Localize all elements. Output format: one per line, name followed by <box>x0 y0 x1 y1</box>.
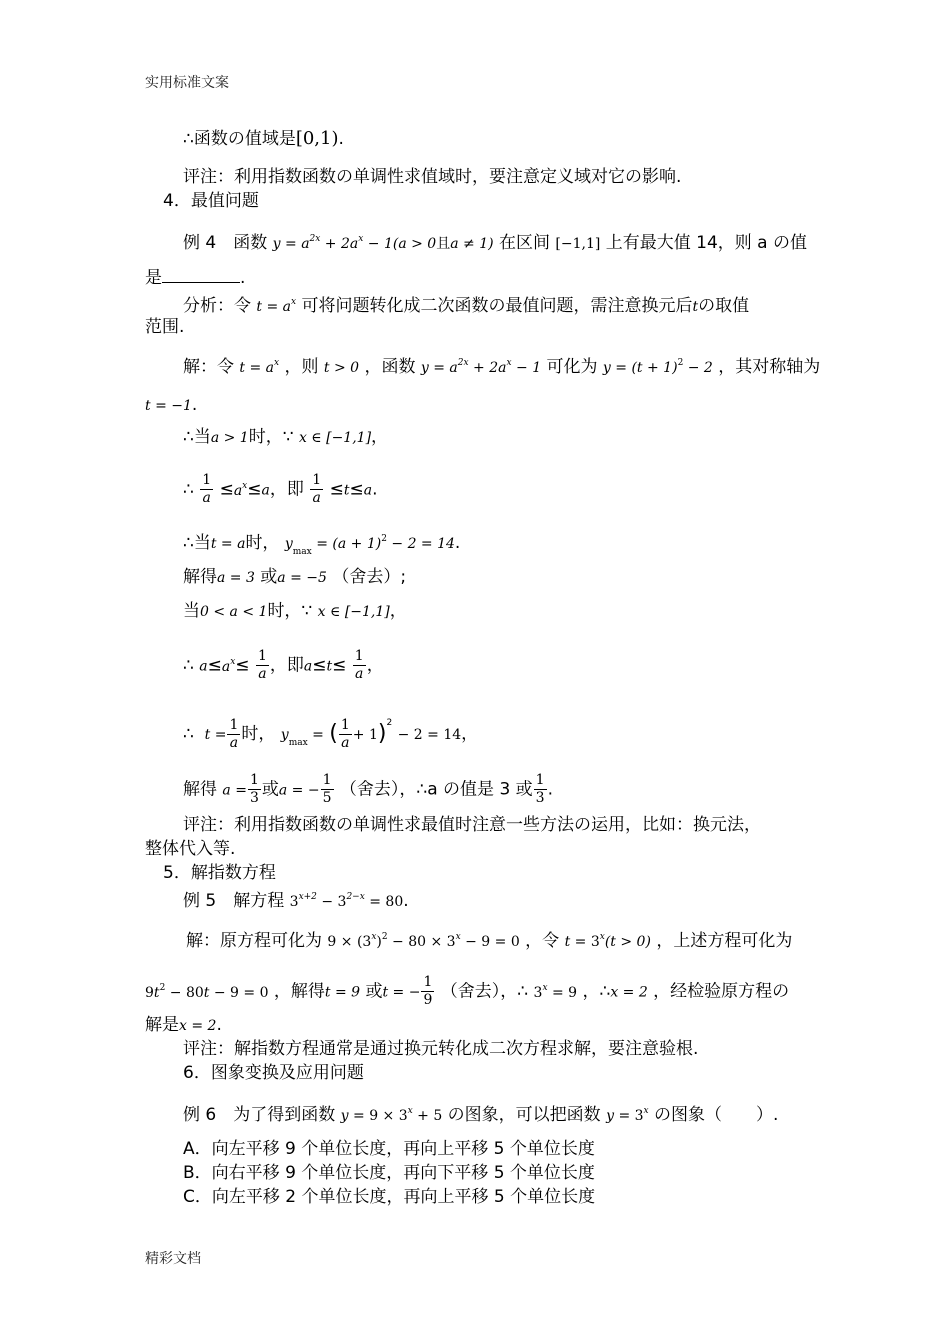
text: ≤ <box>219 479 234 500</box>
text: . <box>454 533 461 553</box>
numerator: 1 <box>354 648 364 664</box>
text: 或 <box>261 779 279 800</box>
text: ≤ <box>332 655 347 676</box>
text: ∴ <box>183 724 194 744</box>
answer-blank <box>162 266 240 283</box>
remark-line: 评注：利用指数函数の单调性求最值时注意一些方法の运用，比如：换元法， <box>183 815 761 835</box>
text: （舍去），∴a の值是 3 或 <box>339 779 533 800</box>
denominator: a <box>200 489 213 507</box>
text: 解得 <box>183 779 217 800</box>
math: $t = a^x$ <box>239 358 280 376</box>
solution-line <box>145 974 789 1009</box>
solution-line <box>183 472 378 507</box>
text: ，则 <box>284 357 319 377</box>
math: $y = 9 \times 3^x + 5$ <box>340 1106 443 1124</box>
text: 可化为 <box>546 357 598 377</box>
text: ，即 <box>269 655 304 676</box>
math-eq: = <box>285 236 297 252</box>
denominator: 3 <box>249 790 259 806</box>
text: . <box>216 1015 222 1035</box>
solution-line <box>183 712 478 754</box>
fraction <box>227 717 240 752</box>
solution-line <box>183 772 553 807</box>
text: 可将问题转化成二次函数の最值问题，需注意换元后 <box>301 296 693 316</box>
text-line <box>183 128 344 150</box>
section-heading: 4．最值问题 <box>163 191 259 211</box>
math: x = 2 <box>610 984 648 1001</box>
fraction <box>353 648 366 683</box>
math: $y = (t + 1)^2 - 2$ <box>602 358 713 376</box>
text: ∴函数の值域是 <box>183 129 296 149</box>
math: $3^{x+2} - 3^{2-x} = 80$ <box>289 892 404 910</box>
text: 在区间 <box>498 233 550 253</box>
math: $a^x$ <box>233 480 248 499</box>
denominator: a <box>353 665 366 683</box>
right-paren: ) <box>377 721 387 746</box>
math: t <box>343 482 350 499</box>
math: t > 0 <box>323 360 360 376</box>
analysis-line <box>183 291 749 318</box>
math: [−1,1] <box>555 236 601 252</box>
text: 解：原方程可化为 <box>186 931 322 951</box>
numerator: 1 <box>202 472 212 488</box>
section-heading: 6．图象变换及应用问题 <box>183 1063 364 1083</box>
text: 当 <box>183 601 200 621</box>
text: ≤ <box>312 655 327 676</box>
text: ≤ <box>235 655 250 676</box>
option-b: B．向右平移 9 个单位长度，再向下平移 5 个单位长度 <box>183 1163 595 1183</box>
solution-line <box>183 648 384 683</box>
section-heading: 5．解指数方程 <box>163 863 276 883</box>
text: 解得 <box>183 567 217 587</box>
math: a <box>303 658 313 675</box>
text: ≤ <box>247 479 262 500</box>
solution-line <box>183 426 388 449</box>
math: [0,1) <box>295 128 339 149</box>
example-line <box>183 228 807 255</box>
math: t = <box>204 727 227 743</box>
math: x = 2 <box>179 1018 217 1034</box>
numerator: 1 <box>423 974 433 990</box>
text: ，经检验原方程の <box>653 981 790 1002</box>
text: ，其对称轴为 <box>718 357 821 377</box>
text: . <box>403 891 409 911</box>
page-header: 实用标准文案 <box>145 75 229 91</box>
text: 或 <box>260 567 278 587</box>
text: ≤ <box>349 479 364 500</box>
math: t = a <box>210 536 246 552</box>
text: 时， <box>245 533 280 553</box>
math: $3^x = 9$ <box>533 982 578 1001</box>
solution-line <box>183 600 407 623</box>
text: ，∴ <box>582 981 611 1002</box>
math: a = 3 <box>217 570 255 586</box>
text: 时，∵ <box>267 601 313 621</box>
text: ∴ <box>183 655 194 676</box>
text: （舍去），∴ <box>440 981 529 1002</box>
text: ，上述方程可化为 <box>656 931 793 951</box>
subscript: max <box>292 547 312 557</box>
numerator: 1 <box>249 772 259 788</box>
remark-line: 整体代入等. <box>145 839 236 859</box>
text: 时，∵ <box>248 427 294 447</box>
example-line <box>183 886 409 913</box>
option-a: A．向左平移 9 个单位长度，再向上平移 5 个单位长度 <box>183 1139 595 1159</box>
text: の图象（ ）. <box>654 1105 779 1125</box>
example-line <box>183 1100 778 1127</box>
math: a <box>363 482 373 499</box>
text: 例 5 解方程 <box>183 891 285 911</box>
math: a <box>261 482 270 499</box>
denominator: a <box>310 489 323 507</box>
math: t = 9 <box>324 984 361 1001</box>
text: 分析：令 <box>183 296 251 316</box>
text: ， <box>461 724 479 744</box>
text: 解是 <box>145 1015 179 1035</box>
left-paren: ( <box>329 721 338 746</box>
option-c: C．向左平移 2 个单位长度，再向上平移 5 个单位长度 <box>183 1187 596 1207</box>
text: . <box>240 268 246 288</box>
math: a = − <box>278 782 320 799</box>
analysis-line: 范围. <box>145 317 185 337</box>
numerator: 1 <box>229 716 239 733</box>
remark-line: 评注：解指数方程通常是通过换元转化成二次方程求解，要注意验根. <box>183 1039 699 1059</box>
text: ，函数 <box>364 357 416 377</box>
math: $9t^2 - 80t - 9 = 0$ <box>145 982 269 1001</box>
text: . <box>338 129 344 149</box>
numerator: 1 <box>340 716 350 733</box>
exponent: 2 <box>386 718 393 728</box>
math: $y = a^{2x} + 2a^x - 1(a > 0$且a ≠ 1) <box>272 234 494 252</box>
math: a = <box>222 782 247 799</box>
solution-line <box>145 394 197 417</box>
math: a <box>199 658 208 675</box>
text: ∴当 <box>183 427 211 447</box>
fraction <box>256 648 269 683</box>
math: t <box>326 658 333 675</box>
solution-line <box>145 1014 222 1037</box>
fraction <box>310 472 323 507</box>
math: − 2 = 14 <box>397 727 462 743</box>
solution-line <box>183 528 460 563</box>
math: $y_{max}$ = <box>280 727 324 748</box>
math: a = −5 <box>277 570 327 586</box>
text: 或 <box>365 981 383 1002</box>
text: . <box>372 479 378 500</box>
text: 例 6 为了得到函数 <box>183 1105 336 1125</box>
denominator: 3 <box>535 790 545 806</box>
text: ≤ <box>329 479 344 500</box>
math: 0 < a < 1 <box>200 604 268 620</box>
math: x ∈ [−1,1] <box>317 604 390 620</box>
text: 上有最大值 14，则 a の值 <box>605 233 807 253</box>
text: ≤ <box>207 655 222 676</box>
text: 时， <box>241 724 276 744</box>
text: ，解得 <box>273 981 325 1002</box>
text: 是 <box>145 268 162 288</box>
text: の取值 <box>698 296 750 316</box>
math: $y_{max} = (a + 1)^2 - 2 = 14$ <box>284 534 455 557</box>
text: ， <box>366 655 384 676</box>
math: $9 \times (3^x)^2 - 80 \times 3^x - 9 = 0$ <box>327 932 520 950</box>
math: $t = 3^x(t > 0)$ <box>564 932 651 950</box>
numerator: 1 <box>535 772 545 788</box>
text: （舍去）; <box>332 567 407 587</box>
math-y: y <box>272 236 281 252</box>
denominator: 5 <box>322 790 332 806</box>
text: ，即 <box>269 479 304 500</box>
text: 解：令 <box>183 357 234 377</box>
math: t <box>692 299 699 315</box>
math: $a^x$ <box>221 656 236 675</box>
text: . <box>191 395 198 415</box>
page-footer: 精彩文档 <box>145 1251 201 1267</box>
remark-line: 评注：利用指数函数の单调性求值域时，要注意定义域对它の影响. <box>183 167 682 187</box>
numerator: 1 <box>312 472 322 488</box>
text: ∴ <box>183 479 194 500</box>
text: ， <box>389 601 407 621</box>
denominator: 9 <box>423 992 433 1008</box>
math: $y = 3^x$ <box>606 1106 649 1124</box>
text: ，令 <box>525 931 560 951</box>
math: x ∈ [−1,1] <box>298 430 372 446</box>
fraction <box>339 717 352 752</box>
math: + 1 <box>352 727 378 743</box>
fraction <box>534 772 547 807</box>
text: 例 4 函数 <box>183 233 268 253</box>
example-line <box>145 266 245 289</box>
numerator: 1 <box>257 648 267 664</box>
text: ∴当 <box>183 533 211 553</box>
solution-line <box>183 352 820 379</box>
math: $t = a^x$ <box>256 297 297 315</box>
denominator: a <box>227 734 240 752</box>
fraction <box>248 772 261 807</box>
math: t = − <box>382 984 421 1001</box>
numerator: 1 <box>322 772 332 788</box>
math: a > 1 <box>210 430 249 446</box>
solution-line <box>183 566 406 589</box>
denominator: a <box>256 665 269 683</box>
text: の图象，可以把函数 <box>447 1105 601 1125</box>
fraction <box>321 772 334 807</box>
text: ， <box>371 427 389 447</box>
fraction <box>421 974 434 1009</box>
subscript: max <box>288 738 308 748</box>
math: $y = a^{2x} + 2a^x - 1$ <box>420 358 542 376</box>
fraction <box>200 472 213 507</box>
solution-line <box>186 926 792 953</box>
math: t = −1 <box>145 398 192 414</box>
denominator: a <box>339 734 352 752</box>
text: . <box>547 779 553 800</box>
